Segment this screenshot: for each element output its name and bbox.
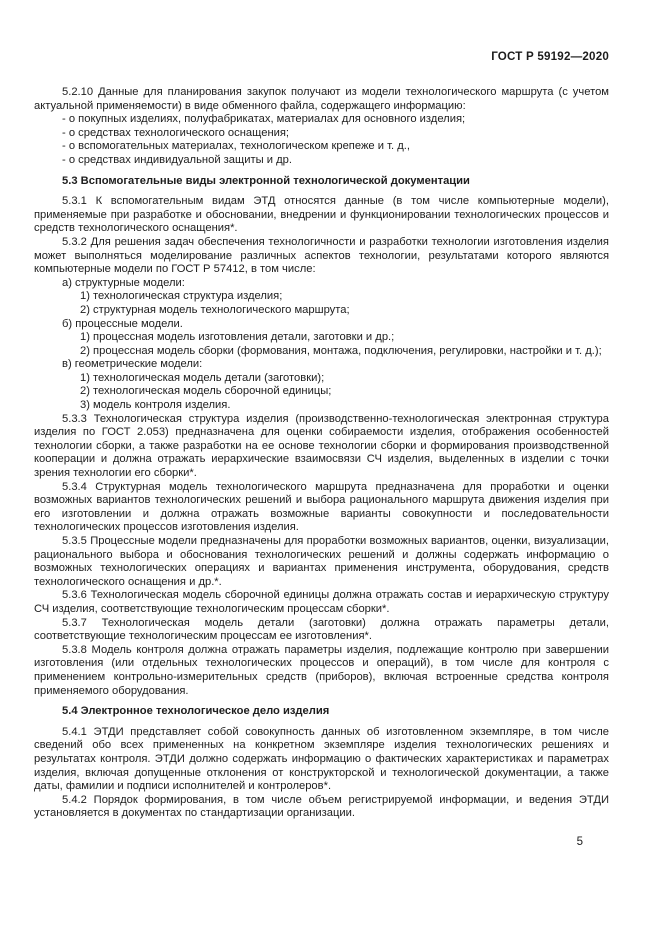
list-item: - о средствах индивидуальной защиты и др. bbox=[62, 153, 292, 166]
clause-5-3-1: 5.3.1 К вспомогательным видам ЭТД относятся данные (в том числе компьютерные модели), применяемые при разработке и обосновании, внедрении и функционировании технологических процессов и средств технологического оснащения*. bbox=[34, 195, 609, 235]
list-item-v-3: 3) модель контроля изделия. bbox=[80, 399, 231, 412]
list-item-a: а) структурные модели: bbox=[62, 276, 185, 289]
clause-5-3-8: 5.3.8 Модель контроля должна отражать параметры изделия, подлежащие контролю при завершении изготовления (или отдельных технологических процессов и операций), в том числе для контроля с применением контрольно-измерительных средств (приборов), включая встроенные средства контроля применяемого оборудования. bbox=[34, 643, 609, 697]
clause-5-3-2: 5.3.2 Для решения задач обеспечения технологичности и разработки технологии изготовления изделия может выполняться моделирование различных аспектов технологии, результатами которого являются компьютерные модели по ГОСТ Р 57412, в том числе: bbox=[34, 235, 609, 276]
clause-5-3-3: 5.3.3 Технологическая структура изделия (производственно-технологическая электронная структура изделия по ГОСТ 2.053) предназначена для оценки собираемости изделия, отображения особенностей технологии сборки, а также разработки на ее основе технологии сборки и формирования производственной кооперации и должна отражать иерархические взаимосвязи СЧ изделия, выделенных в изделии с точки зрения технологии его сборки*. bbox=[34, 412, 609, 480]
list-item-v-1: 1) технологическая модель детали (заготовки); bbox=[80, 371, 325, 384]
clause-5-2-10: 5.2.10 Данные для планирования закупок получают из модели технологического маршрута (с учетом актуальной применяемости) в виде обменного файла, содержащего информацию: bbox=[34, 86, 609, 112]
section-heading-5-4: 5.4 Электронное технологическое дело изделия bbox=[62, 705, 330, 718]
clause-5-4-1: 5.4.1 ЭТДИ представляет собой совокупность данных об изготовленном экземпляре, в том числе сведений обо всех примененных на конкретном экземпляре изделия технологических решениях и результатах контроля. ЭТДИ должно содержать информацию о фактических характеристиках и параметрах изделия, включая допущенные отклонения от конструкторской и технологической документации, а также даты, фамилии и подписи исполнителей и контролеров*. bbox=[34, 725, 609, 793]
document-content bbox=[34, 86, 609, 821]
clause-5-3-7: 5.3.7 Технологическая модель детали (заготовки) должна отражать параметры детали, соответствующие технологическим процессам ее изготовления*. bbox=[34, 616, 609, 643]
clause-5-4-2: 5.4.2 Порядок формирования, в том числе объем регистрируемой информации, и ведения ЭТДИ установляется в документах по стандартизации организации. bbox=[34, 793, 609, 820]
list-item-v-2: 2) технологическая модель сборочной единицы; bbox=[80, 385, 332, 398]
list-item-b-2: 2) процессная модель сборки (формования, монтажа, подключения, регулировки, настройки и т. д.); bbox=[80, 344, 602, 357]
list-item-v: в) геометрические модели: bbox=[62, 358, 203, 371]
list-item-a-2: 2) структурная модель технологического маршрута; bbox=[80, 303, 350, 316]
clause-5-3-5: 5.3.5 Процессные модели предназначены для проработки возможных вариантов, оценки, визуализации, рационального выбора и обоснования технологических решений и должны содержать информацию о возможных технологических операциях и вариантах применения инструмента, оборудования, средств технологического оснащения и др.*. bbox=[34, 535, 609, 588]
list-item: - о средствах технологического оснащения; bbox=[62, 126, 290, 139]
list-item: - о вспомогательных материалах, технологическом крепеже и т. д., bbox=[62, 140, 410, 153]
list-item: - о покупных изделиях, полуфабрикатах, материалах для основного изделия; bbox=[62, 113, 466, 126]
page-number: 5 bbox=[576, 836, 583, 848]
clause-5-3-4: 5.3.4 Структурная модель технологического маршрута предназначена для проработки и оценки возможных вариантов технологических решений и выбора рационального маршрута движения изделия при его изготовлении и должна отражать возможные варианты совокупности и последовательности технологических процессов изготовления изделия. bbox=[34, 480, 609, 534]
list-item-b: б) процессные модели. bbox=[62, 317, 183, 330]
list-item-a-1: 1) технологическая структура изделия; bbox=[80, 290, 283, 303]
section-heading-5-3: 5.3 Вспомогательные виды электронной технологической документации bbox=[62, 174, 470, 187]
clause-5-3-6: 5.3.6 Технологическая модель сборочной единицы должна отражать состав и иерархическую структуру СЧ изделия, соответствующие технологическим процессам сборки*. bbox=[34, 589, 609, 615]
running-header: ГОСТ Р 59192—2020 bbox=[491, 50, 609, 63]
list-item-b-1: 1) процессная модель изготовления детали, заготовки и др.; bbox=[80, 331, 395, 344]
